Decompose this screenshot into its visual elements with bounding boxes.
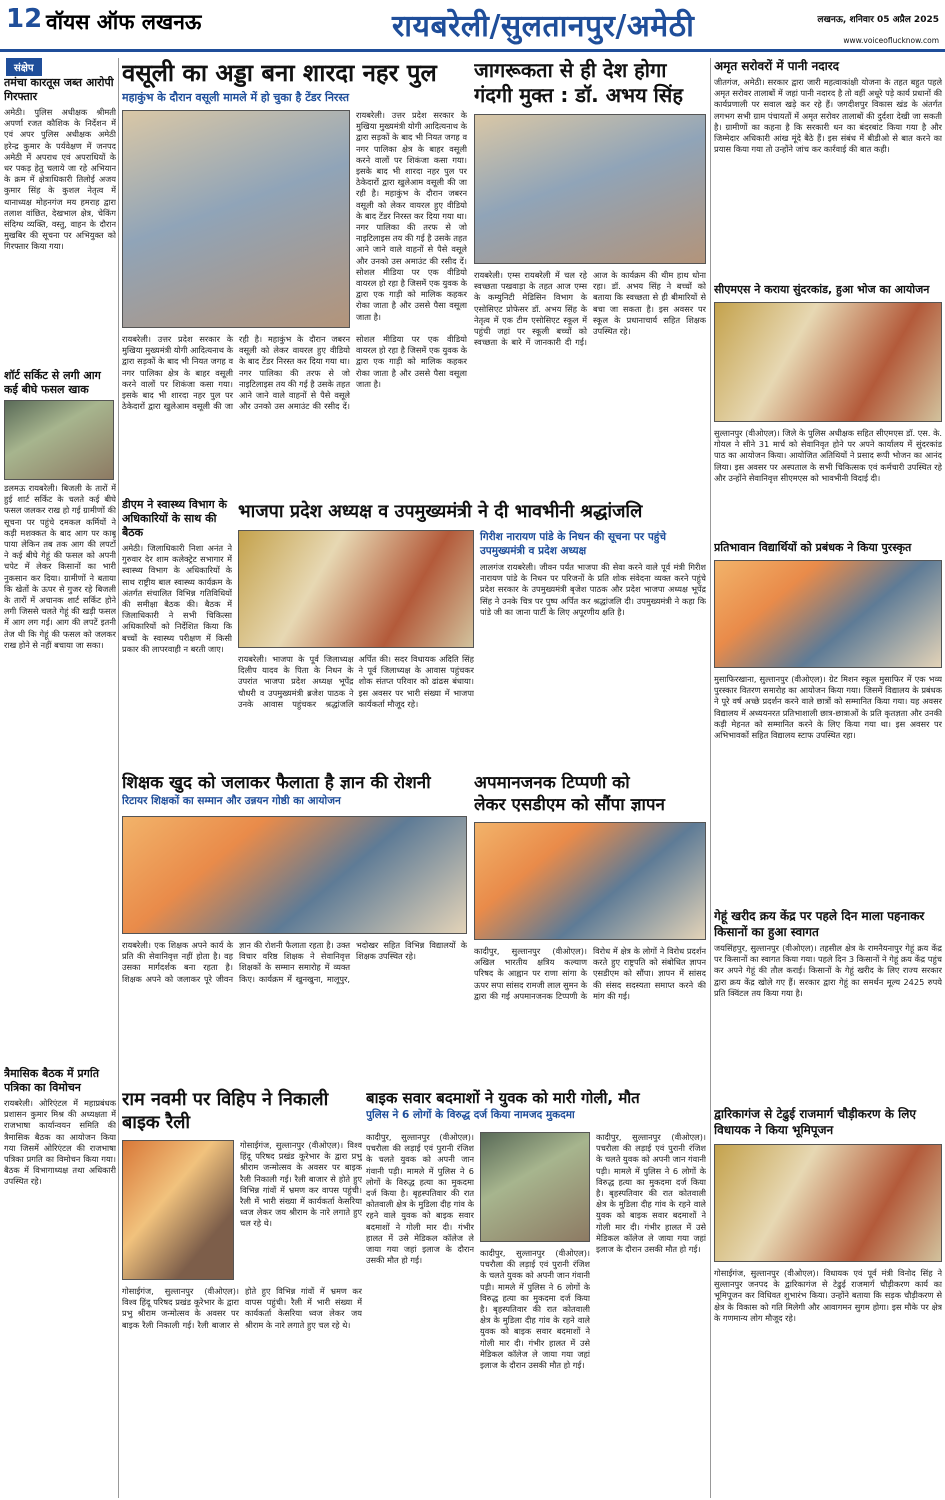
vhp-headline: राम नवमी पर विहिप ने निकाली बाइक रैली	[122, 1089, 329, 1133]
pratibha-photo	[714, 560, 942, 668]
bike-victim-photo	[480, 1132, 590, 1242]
teacher-body: रायबरेली। एक शिक्षक अपने कार्य के प्रति की सेवानिवृत्त नहीं होता है। वह उसका मार्गदर्शक बना रहता है। शिक्षक अपने को जलाकर पूरे जीवन ज्ञान की रोशनी फैलाता रहता है। उक्त विचार वरिष्ठ शिक्षक ने सेवानिवृत्त शिक्षकों के सम्मान समारोह में व्यक्त किए। कार्यक्रम में खुनखुना, मालूपुर, भदोखर सहित विभिन्न विद्यालयों के शिक्षक उपस्थित रहे।	[122, 940, 467, 984]
dateline: लखनऊ, शनिवार 05 अप्रैल 2025	[817, 15, 939, 25]
fire-photo	[4, 400, 114, 480]
amrit-headline: अमृत सरोवरों में पानी नदारद	[714, 59, 839, 73]
masthead	[0, 0, 945, 52]
page-number: 12	[6, 4, 43, 34]
lead-body-bottom: रायबरेली। उत्तर प्रदेश सरकार के मुखिया मुख्यमंत्री योगी आदित्यनाथ के द्वारा सड़कों के बाद भी नियत जगह व नगर पालिका क्षेत्र के बाहर वसूली करने वालों पर शिकंजा कसा गया। इसके बाद भी शारदा नहर पुल पर ठेकेदारों द्वारा खुलेआम वसूली की जा रही है। महाकुंभ के दौरान जबरन वसूली को लेकर वायरल हुए वीडियो के बाद टेंडर निरस्त कर दिया गया था। नगर पालिका की तरफ से जो नाइटिलाइस तय की गई है उसके तहत आने जाने वाले वाहनों से पैसे वसूले और उनको उस अमाउंट की रसीद दें। सोशल मीडिया पर एक वीडियो वायरल हो रहा है जिसमें एक युवक के द्वारा एक गाड़ी को मालिक कहकर रोका जाता है और उससे पैसा वसूला जाता है।	[122, 334, 467, 412]
abhay-photo	[474, 114, 706, 264]
paper-name: वॉयस ऑफ लखनऊ	[46, 10, 202, 34]
ceo-story	[714, 282, 942, 538]
section-title: रायबरेली/सुलतानपुर/अमेठी	[392, 9, 695, 44]
lead-story	[122, 58, 467, 498]
bike-body: कादीपुर, सुल्तानपुर (वीओएल)। पचरौला की लड़ाई एवं पुरानी रंजिश के चलते युवक को अपनी जान गंवानी पड़ी। मामले में पुलिस ने 6 लोगों के विरुद्ध हत्या का मुकदमा दर्ज किया है। बृहस्पतिवार की रात कोतवाली क्षेत्र के मुडिला दीह गांव के रहने वाले युवक को बाइक सवार बदमाशों ने गोली मार दी। गंभीर हालत में उसे मेडिकल कॉलेज ले जाया गया जहां इलाज के दौरान उसकी मौत हो गई।	[366, 1132, 474, 1266]
bjp-subheadline: गिरीश नारायण पांडे के निधन की सूचना पर पहुंचे उपमुख्यमंत्री व प्रदेश अध्यक्ष	[480, 531, 667, 557]
pratibha-story	[714, 540, 942, 906]
gehu-story	[714, 908, 942, 1104]
dwarika-headline: द्वारिकागंज से टेढुई राजमार्ग चौड़ीकरण के लिए विधायक ने किया भूमिपूजन	[714, 1107, 916, 1137]
brief-item1-headline: तमंचा कारतूस जब्त आरोपी गिरफ्तार	[4, 76, 114, 103]
sdm-body: कादीपुर, सुल्तानपुर (वीओएल)। अखिल भारतीय क्षत्रिय कल्याण परिषद के आह्वान पर राणा सांगा के ऊपर सपा सांसद रामजी लाल सुमन के द्वारा की गई अपमानजनक टिप्पणी के विरोध में क्षेत्र के लोगों ने विरोध प्रदर्शन करते हुए राष्ट्रपति को संबोधित ज्ञापन एसडीएम को सौंपा। ज्ञापन में सांसद की संसद सदस्यता समाप्त करने की मांग की गई।	[474, 946, 706, 1001]
dwarika-photo	[714, 1144, 942, 1262]
dm-body: अमेठी। जिलाधिकारी निशा अनंत ने गुरुवार देर शाम कलेक्ट्रेट सभागार में स्वास्थ्य विभाग के अधिकारियों के साथ राष्ट्रीय बाल स्वास्थ्य कार्यक्रम के अंतर्गत संचालित विभिन्न गतिविधियों की समीक्षा बैठक की। बैठक में जिलाधिकारी ने सभी चिकित्सा अधिकारियों को निर्देशित किया कि बच्चों के स्वास्थ्य परीक्षण में किसी प्रकार की लापरवाही न बरती जाए।	[122, 543, 232, 654]
bike-body-mid: कादीपुर, सुल्तानपुर (वीओएल)। पचरौला की लड़ाई एवं पुरानी रंजिश के चलते युवक को अपनी जान गंवानी पड़ी। मामले में पुलिस ने 6 लोगों के विरुद्ध हत्या का मुकदमा दर्ज किया है। बृहस्पतिवार की रात कोतवाली क्षेत्र के मुडिला दीह गांव के रहने वाले युवक को बाइक सवार बदमाशों ने गोली मार दी। गंभीर हालत में उसे मेडिकल कॉलेज ले जाया गया जहां इलाज के दौरान उसकी मौत हो गई।	[480, 1248, 590, 1371]
pratibha-body: मुसाफिरखाना, सुल्तानपुर (वीओएल)। ग्रेट मिशन स्कूल मुसाफिर में एक भव्य पुरस्कार वितरण समारोह का आयोजन किया गया। जिसमें विद्यालय के प्रबंधक ने पूरे वर्ष अच्छे प्रदर्शन करने वाले छात्रों को सम्मानित किया गया। यह अवसर विद्यालय में अध्ययनरत प्रतिभाशाली छात्र-छात्राओं के प्रति कृतज्ञता और उनकी कड़ी मेहनत को सम्मानित करने के लिए किया गया था। इस अवसर पर अभिभावकों सहित विद्यालय स्टाफ उपस्थित रहा।	[714, 674, 942, 741]
gehu-headline: गेहूं खरीद क्रय केंद्र पर पहले दिन माला पहनाकर किसानों का हुआ स्वागत	[714, 909, 925, 939]
bike-story	[366, 1088, 706, 1496]
teacher-story	[122, 772, 467, 1082]
sdm-photo	[474, 822, 706, 940]
abhay-headline-line2: गंदगी मुक्त : डॉ. अभय सिंह	[474, 83, 683, 107]
bjp-body2: लालगंज रायबरेली। जीवन पर्यंत भाजपा की सेवा करने वाले पूर्व मंत्री गिरीश नारायण पांडे के निधन पर परिजनों के प्रति शोक संवेदना व्यक्त करने पहुंचे प्रदेश सरकार के उपमुख्यमंत्री बृजेश पाठक और प्रदेश भाजपा अध्यक्ष भूपेंद्र सिंह ने उनके चित्र पर पुष्प अर्पित कर श्रद्धांजलि दी। उपमुख्यमंत्री ने कहा कि पांडे जी का जाना पार्टी के लिए अपूरणीय क्षति है।	[480, 562, 706, 617]
sdm-headline-line2: लेकर एसडीएम को सौंपा ज्ञापन	[474, 795, 665, 815]
dm-story	[122, 498, 232, 768]
brief-item1-body: अमेठी। पुलिस अधीक्षक श्रीमती अपर्णा रजत कौशिक के निर्देशन में एवं अपर पुलिस अधीक्षक अमेठी हरेन्द्र कुमार के पर्यवेक्षण में जनपद अमेठी में अपराध एवं अपराधियों के धर पकड़ हेतु चलाये जा रहे अभियान के क्रम में क्षेत्राधिकारी तिलोई अजय कुमार सिंह के कुशल नेतृत्व में थानाध्यक्ष मोहनगंज मय हमराह द्वारा तलाश वांछित, देखभाल क्षेत्र, चेकिंग संदिग्ध व्यक्ति, वस्तु, वाहन के दौरान मुखबिर की सूचना पर अभियुक्त को गिरफ्तार किया गया।	[4, 107, 116, 252]
column-divider	[118, 58, 119, 1498]
lead-subheadline: महाकुंभ के दौरान वसूली मामले में हो चुका है टेंडर निरस्त	[122, 91, 349, 104]
bike-body-cont: कादीपुर, सुल्तानपुर (वीओएल)। पचरौला की लड़ाई एवं पुरानी रंजिश के चलते युवक को अपनी जान गंवानी पड़ी। मामले में पुलिस ने 6 लोगों के विरुद्ध हत्या का मुकदमा दर्ज किया है। बृहस्पतिवार की रात कोतवाली क्षेत्र के मुडिला दीह गांव के रहने वाले युवक को बाइक सवार बदमाशों ने गोली मार दी। गंभीर हालत में उसे मेडिकल कॉलेज ले जाया गया जहां इलाज के दौरान उसकी मौत हो गई।	[596, 1132, 706, 1255]
vhp-story	[122, 1088, 362, 1496]
dwarika-story	[714, 1106, 942, 1496]
brief-item2-body: डलमऊ रायबरेली। बिजली के तारों में हुई शार्ट सर्किट के चलते कई बीघे फसल जलकर राख हो गई ग्रामीणों की सूचना पर पहुंचे दमकल कर्मियों ने कड़ी मशक्कत के बाद आग पर काबू पाया लेकिन तब तक आग की लपटों ने कई बीघे गेहूं की फसल को अपनी चपेट में लेकर किसानों का भारी नुकसान कर दिया। ग्रामीणों ने बताया कि खेतों के ऊपर से गुजर रहे बिजली के तारों में अचानक शार्ट सर्किट होने लगी जिससे चलते गेहूं की खड़ी फसल में आग लग गई। आग की लपटें इतनी तेज थी कि गेहूं की फसल को जलकर राख होने से नहीं बचाया जा सका।	[4, 483, 116, 650]
sdm-story	[474, 772, 706, 1084]
dwarika-body: गोसाईगंज, सुल्तानपुर (वीओएल)। विधायक एवं पूर्व मंत्री विनोद सिंह ने सुल्तानपुर जनपद के द्वारिकागंज से टेढुई राजमार्ग चौड़ीकरण कार्य का भूमिपूजन कर विधिवत शुभारंभ किया। उन्होंने बताया कि सड़क चौड़ीकरण से क्षेत्र के विकास को गति मिलेगी और आवागमन सुगम होगा। इस मौके पर क्षेत्र के गणमान्य लोग मौजूद रहे।	[714, 1268, 942, 1323]
abhay-story	[474, 58, 706, 500]
abhay-body: रायबरेली। एम्स रायबरेली में चल रहे स्वच्छता पखवाड़ा के तहत आज एम्स के कम्युनिटी मेडिसिन विभाग के एसोसिएट प्रोफेसर डॉ. अभय सिंह के नेतृत्व में एक टीम एसोसिएट स्कूल में पहुंची जहां पर स्कूली बच्चों को स्वच्छता के बारे में जानकारी दी गई। आज के कार्यक्रम की थीम हाथ धोना रहा। डॉ. अभय सिंह ने बच्चों को बताया कि स्वच्छता से ही बीमारियों से बचा जा सकता है। इस अवसर पर स्कूल के प्रधानाचार्य सहित शिक्षक उपस्थित रहे।	[474, 270, 706, 348]
website-url[interactable]: www.voiceoflucknow.com	[843, 36, 939, 45]
abhay-headline-line1: जागरूकता से ही देश होगा	[474, 58, 667, 82]
brief-item2-headline: शॉर्ट सर्किट से लगी आग कई बीघे फसल खाक	[4, 369, 101, 396]
brief-item3-headline: त्रैमासिक बैठक में प्रगति पत्रिका का विमोचन	[4, 1067, 99, 1094]
dm-headline: डीएम ने स्वास्थ्य विभाग के अधिकारियों के साथ की बैठक	[122, 498, 227, 539]
pratibha-headline: प्रतिभावान विद्यार्थियों को प्रबंधक ने किया पुरस्कृत	[714, 541, 912, 554]
vhp-body-cont: गोसाईगंज, सुल्तानपुर (वीओएल)। विश्व हिंदू परिषद प्रखंड कूरेभार के द्वारा प्रभु श्रीराम जन्मोत्सव के अवसर पर बाइक रैली निकाली गई। रैली बाजार से होते हुए विभिन्न गांवों में भ्रमण कर वापस पहुंची। रैली में भारी संख्या में कार्यकर्ता केसरिया ध्वज लेकर जय श्रीराम के नारे लगाते हुए चल रहे थे।	[122, 1286, 362, 1330]
bjp-photo	[238, 530, 474, 648]
ceo-photo	[714, 302, 942, 422]
brief-item3-body: रायबरेली। ओरिएंटल में महाप्रबंधक प्रशासन कुमार मिश्र की अध्यक्षता में राजभाषा कार्यान्वयन समिति की त्रैमासिक बैठक का आयोजन किया गया जिसमें ओरिएंटल की राजभाषा पत्रिका प्रगति का विमोचन किया गया। बैठक में विभागाध्यक्ष तथा अधिकारी उपस्थित रहे।	[4, 1098, 116, 1187]
brief-column	[4, 76, 116, 1496]
column-divider	[710, 58, 711, 1498]
ceo-headline: सीएमएस ने कराया सुंदरकांड, हुआ भोज का आयोजन	[714, 283, 930, 296]
lead-photo	[122, 110, 350, 328]
teacher-subheadline: रिटायर शिक्षकों का सम्मान और उन्नयन गोष्ठी का आयोजन	[122, 795, 341, 807]
bjp-story	[238, 500, 706, 770]
amrit-story	[714, 58, 942, 280]
teacher-photo	[122, 816, 467, 934]
vhp-body: गोसाईगंज, सुल्तानपुर (वीओएल)। विश्व हिंदू परिषद प्रखंड कूरेभार के द्वारा प्रभु श्रीराम जन्मोत्सव के अवसर पर बाइक रैली निकाली गई। रैली बाजार से होते हुए विभिन्न गांवों में भ्रमण कर वापस पहुंची। रैली में भारी संख्या में कार्यकर्ता केसरिया ध्वज लेकर जय श्रीराम के नारे लगाते हुए चल रहे थे।	[240, 1140, 362, 1229]
lead-body-side: रायबरेली। उत्तर प्रदेश सरकार के मुखिया मुख्यमंत्री योगी आदित्यनाथ के द्वारा सड़कों के बाद भी नियत जगह व नगर पालिका क्षेत्र के बाहर वसूली करने वालों पर शिकंजा कसा गया। इसके बाद भी शारदा नहर पुल पर ठेकेदारों द्वारा खुलेआम वसूली की जा रही है। महाकुंभ के दौरान जबरन वसूली को लेकर वायरल हुए वीडियो के बाद टेंडर निरस्त कर दिया गया था। नगर पालिका की तरफ से जो नाइटिलाइस तय की गई है उसके तहत आने जाने वाले वाहनों से पैसे वसूले और उनको उस अमाउंट की रसीद दें। सोशल मीडिया पर एक वीडियो वायरल हो रहा है जिसमें एक युवक के द्वारा एक गाड़ी को मालिक कहकर रोका जाता है और उससे पैसा वसूला जाता है।	[356, 110, 467, 322]
teacher-headline: शिक्षक खुद को जलाकर फैलाता है ज्ञान की रोशनी	[122, 773, 431, 793]
gehu-body: जयसिंहपुर, सुल्तानपुर (वीओएल)। तहसील क्षेत्र के रामनैयनापुर गेहूं क्रय केंद्र पर किसानों का स्वागत किया गया। पहले दिन 3 किसानों ने गेहूं क्रय केंद्र पहुंच कर अपने गेहूं की तौल कराई। किसानों के गेहूं खरीद के लिए राज्य सरकार द्वारा क्रय केंद्र खोले गए हैं। सरकार द्वारा गेहूं का समर्थन मूल्य 2425 रुपये प्रति क्विंटल तय किया गया है।	[714, 943, 942, 998]
bjp-body: रायबरेली। भाजपा के पूर्व जिलाध्यक्ष दिलीप यादव के पिता के निधन के उपरांत भाजपा प्रदेश अध्यक्ष भूपेंद्र चौधरी व उपमुख्यमंत्री ब्रजेश पाठक ने उनके आवास पहुंचकर श्रद्धांजलि अर्पित की। सदर विधायक अदिति सिंह ने पूर्व जिलाध्यक्ष के आवास पहुंचकर शोक संतप्त परिवार को ढांढस बंधाया। इस अवसर पर भारी संख्या में भाजपा कार्यकर्ता मौजूद रहे।	[238, 654, 474, 709]
bike-subheadline: पुलिस ने 6 लोगों के विरुद्ध दर्ज किया नामजद मुकदमा	[366, 1109, 575, 1121]
sdm-headline-line1: अपमानजनक टिप्पणी को	[474, 773, 630, 793]
lead-headline: वसूली का अड्डा बना शारदा नहर पुल	[122, 59, 437, 87]
bike-headline: बाइक सवार बदमाशों ने युवक को मारी गोली, मौत	[366, 1089, 640, 1107]
amrit-body: जीतगंज, अमेठी। सरकार द्वारा जारी महत्वाकांक्षी योजना के तहत बहुत पहले अमृत सरोवर तालाबों में जहां पानी नदारद है तो वहीं अधूरे पड़े कार्य प्रधानों की कार्यप्रणाली पर सवाल खड़े कर रहे हैं। जगदीशपुर विकास खंड के अंतर्गत लगभग सभी ग्राम पंचायतों में अमृत सरोवर तालाबों की दुर्दशा देखी जा सकती है। ग्रामीणों का कहना है कि सरकारी धन का बंदरबांट किया गया है और जिम्मेदार अधिकारी आंख मूंदे बैठे हैं। इस संबंध में बीडीओ से बात करने का प्रयास किया गया तो उन्होंने जांच कर कार्रवाई की बात कही।	[714, 77, 942, 155]
brief-tag: संक्षेप	[6, 58, 42, 76]
vhp-photo	[122, 1140, 234, 1280]
ceo-body: सुल्तानपुर (वीओएल)। जिले के पुलिस अधीक्षक सहित सीएमएस डॉ. एस. के. गोयल ने सीने 31 मार्च को सेवानिवृत होने पर अपने कार्यालय में सुंदरकांड पाठ का आयोजन किया। आयोजित अतिथियों ने प्रसाद रूपी भोजन का आनंद लिया। इस अवसर पर अस्पताल के सभी चिकित्सक एवं कर्मचारी उपस्थित रहे और उन्होंने सेवानिवृत्त सीएमएस को भावभीनी विदाई दी।	[714, 428, 942, 483]
bjp-headline: भाजपा प्रदेश अध्यक्ष व उपमुख्यमंत्री ने दी भावभीनी श्रद्धांजलि	[238, 501, 643, 522]
